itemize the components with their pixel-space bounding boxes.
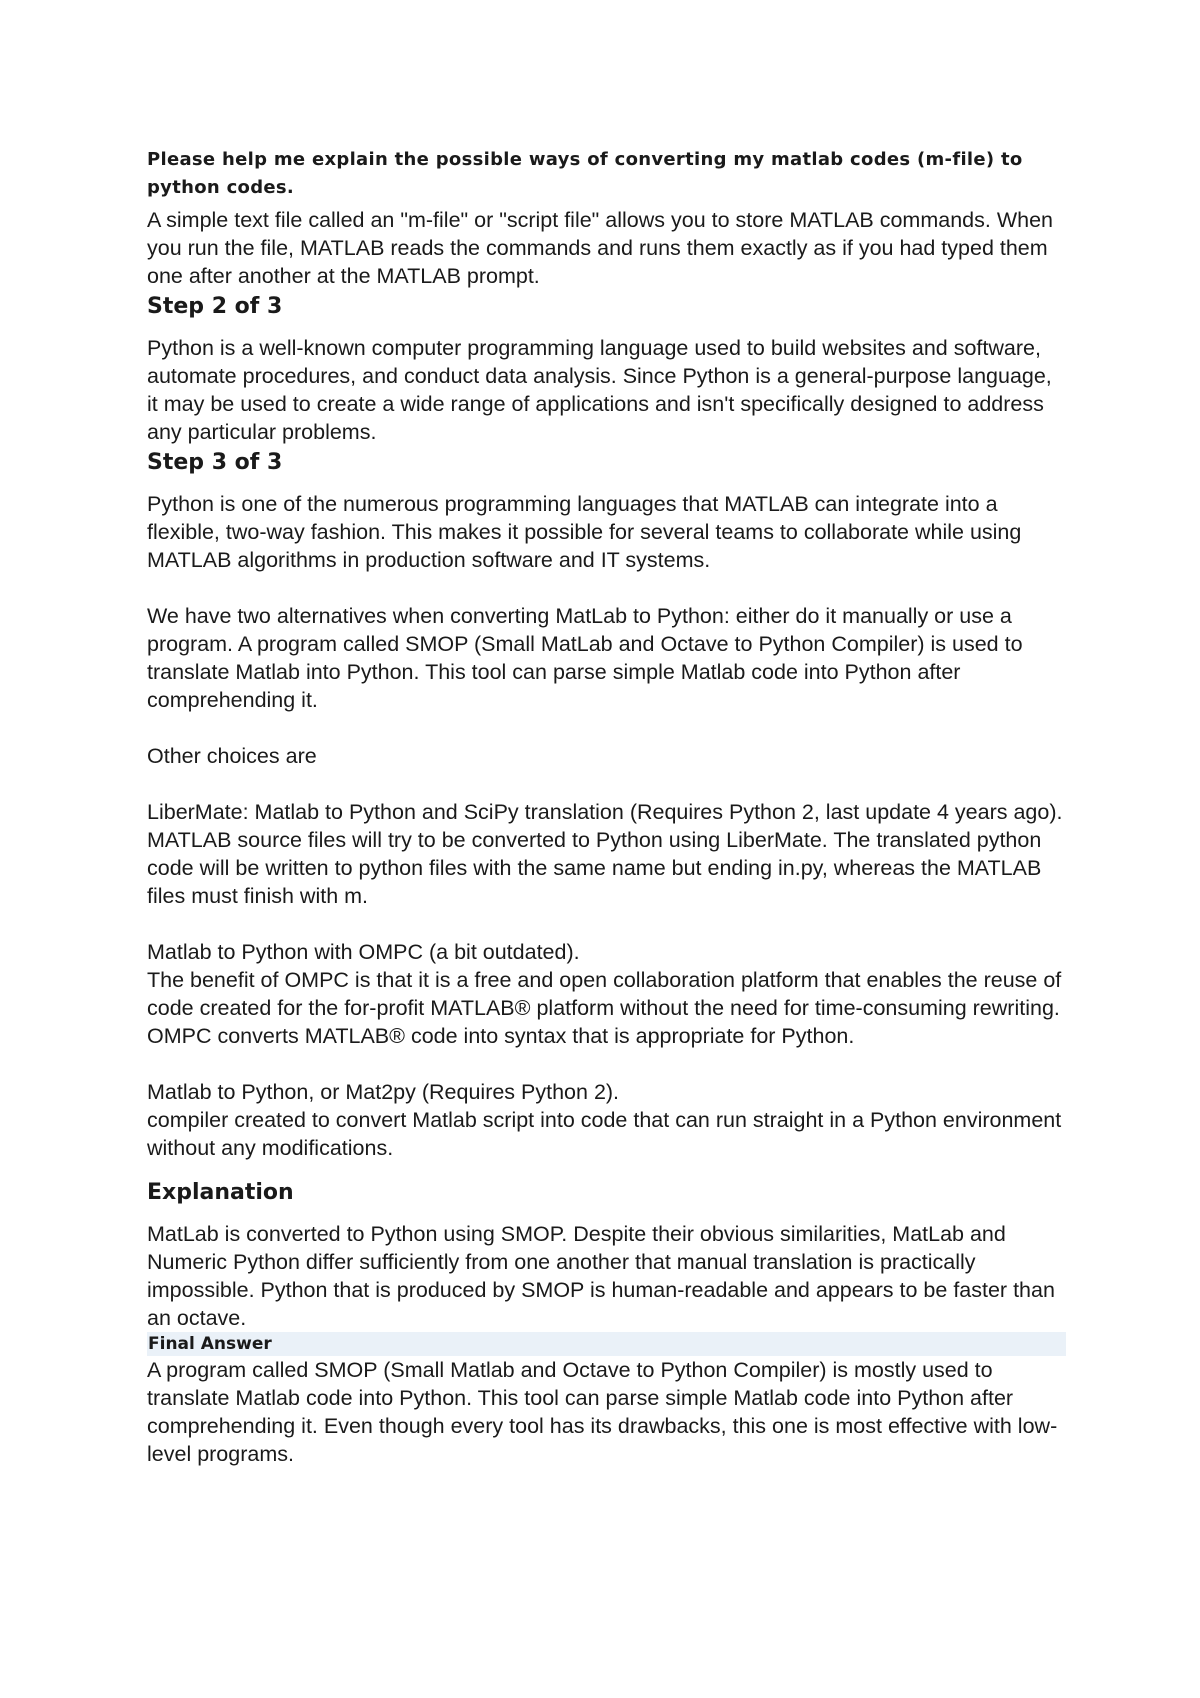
spacer <box>147 1050 1067 1078</box>
final-answer-paragraph: A program called SMOP (Small Matlab and Octave to Python Compiler) is mostly used to translate Matlab code into Python. This tool can parse simple Matlab code into Python after comprehending it. Even though every tool has its drawbacks, this one is most effective with low-level programs. <box>147 1358 1058 1466</box>
step2-heading: Step 2 of 3 <box>147 294 283 319</box>
step3-paragraph: Python is one of the numerous programming languages that MATLAB can integrate into a flexible, two-way fashion. This makes it possible for several teams to collaborate while using MATLAB algorithms in production software and IT systems. <box>147 492 1022 572</box>
spacer <box>147 770 1067 798</box>
ompc-paragraph: The benefit of OMPC is that it is a free and open collaboration platform that enables the reuse of code created for the for-profit MATLAB® platform without the need for time-consuming rewriting. OMPC converts MATLAB® code into syntax that is appropriate for Python. <box>147 968 1062 1048</box>
other-choices-label: Other choices are <box>147 744 317 768</box>
libermate-title: LiberMate: Matlab to Python and SciPy translation (Requires Python 2, last update 4 years ago). <box>147 800 1063 824</box>
mat2py-paragraph: compiler created to convert Matlab script into code that can run straight in a Python environment without any modifications. <box>147 1108 1062 1160</box>
step1-paragraph: A simple text file called an "m-file" or "script file" allows you to store MATLAB commands. When you run the file, MATLAB reads the commands and runs them exactly as if you had typed them one after another at the MATLAB prompt. <box>147 208 1053 288</box>
step2-paragraph: Python is a well-known computer programming language used to build websites and software, automate procedures, and conduct data analysis. Since Python is a general-purpose language, it may be used to create a wide range of applications and isn't specifically designed to address any particular problems. <box>147 336 1052 444</box>
spacer <box>147 714 1067 742</box>
explanation-paragraph: MatLab is converted to Python using SMOP. Despite their obvious similarities, MatLab and Numeric Python differ sufficiently from one another that manual translation is practically impossible. Python that is produced by SMOP is human-readable and appears to be faster than an octave. <box>147 1222 1055 1330</box>
ompc-title: Matlab to Python with OMPC (a bit outdated). <box>147 940 580 964</box>
step3-heading: Step 3 of 3 <box>147 450 283 475</box>
document-page <box>147 146 1067 1468</box>
spacer <box>147 910 1067 938</box>
alternatives-paragraph: We have two alternatives when converting MatLab to Python: either do it manually or use a program. A program called SMOP (Small MatLab and Octave to Python Compiler) is used to translate Matlab into Python. This tool can parse simple Matlab code into Python after comprehending it. <box>147 604 1023 712</box>
explanation-heading: Explanation <box>147 1180 294 1205</box>
question-title: Please help me explain the possible ways of converting my matlab codes (m-file) to python codes. <box>147 149 1023 198</box>
mat2py-title: Matlab to Python, or Mat2py (Requires Python 2). <box>147 1080 620 1104</box>
spacer <box>147 574 1067 602</box>
final-answer-label: Final Answer <box>147 1332 1066 1356</box>
libermate-paragraph: MATLAB source files will try to be converted to Python using LiberMate. The translated python code will be written to python files with the same name but ending in.py, whereas the MATLAB files must finish with m. <box>147 828 1042 908</box>
